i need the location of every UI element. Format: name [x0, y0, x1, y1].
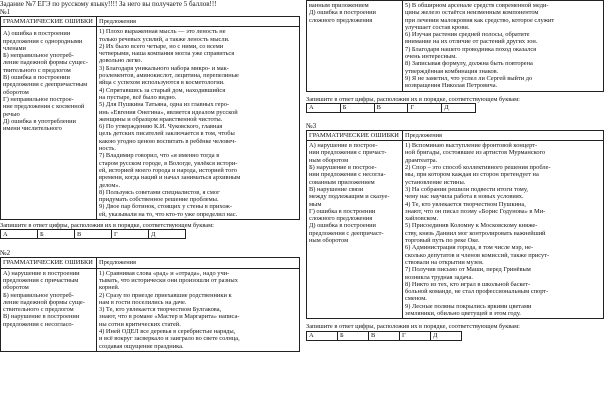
task2-cont-sentence: улучшает состав крови. [405, 23, 470, 31]
task2-cont-sentences-cell [403, 1, 604, 92]
task1-sentence: 6) По утверждению К.И. Чуковского, главная [99, 123, 223, 131]
task1-head-left: ГРАММАТИЧЕСКИЕ ОШИБКИ [1, 17, 97, 27]
task1-error: членами [3, 44, 26, 52]
task3-sentence: мы, при котором каждая из сторон претендует на [405, 171, 539, 179]
task2-sentence: корней. [99, 284, 120, 292]
task2-table [0, 257, 300, 352]
task1-error: А) ошибка в построении [3, 30, 71, 38]
task1-error: ние предложения с косвенной [3, 103, 85, 111]
task3-error: А) нарушение в построе- [309, 142, 378, 150]
task3-sentences-cell [403, 141, 604, 319]
task3-errors-cell [307, 141, 403, 319]
task2-sentence: нам в гости поселились на даче. [99, 298, 187, 306]
task2-cont-errors-cell [307, 1, 403, 92]
task1-error: имени числительного [3, 125, 62, 133]
task1-sentence: четверыми, наша компания могла уже справиться [99, 50, 235, 58]
task1-sentence: придумать собственное решение проблемы. [99, 196, 219, 204]
task3-error: ным оборотом [309, 156, 349, 164]
task1-sentence: ей, указывали на то, что кто-то уже определил нас. [99, 210, 238, 218]
task2-error: ление падежной формы суще- [3, 298, 85, 306]
task1-table [0, 16, 300, 220]
task1-sentence: 5) Для Пушкина Татьяна, одна из главных геро- [99, 101, 230, 109]
task2-sentence: создавая ощущение праздника. [99, 342, 184, 350]
task1-error: ление падежной формы сущес- [3, 59, 88, 67]
task3-error: сложного предложения [309, 215, 373, 223]
task3-answer-prompt: Запишите в ответ цифры, расположив их в порядке, соответствующем буквам: [306, 323, 520, 331]
task2-cont-sentence: цины железо остаётся неизменным компонентом [405, 9, 539, 17]
task1-error: предложения с однородными [3, 37, 83, 45]
task2-head-right: Предложения [97, 258, 300, 268]
answer-cell-d[interactable]: Г [408, 103, 442, 112]
task1-sentence: женщины и образцом нравственной чистоты. [99, 115, 223, 123]
task2-answer-prompt: Запишите в ответ цифры, расположив их в порядке, соответствующем буквам: [306, 95, 520, 103]
task1-sentence: 4) Спрятавшись за старый дом, находившийся [99, 86, 226, 94]
task2-cont-sentence: 9) Я не заметил, что успел ли Сергей выйти до [405, 74, 533, 82]
task1-error: предложения с деепричастным [3, 81, 88, 89]
task3-error: сованным приложением [309, 178, 375, 186]
task3-sentence: торговый путь по реке Оке. [405, 237, 480, 245]
task3-error: Д) ошибка в построении [309, 222, 376, 230]
task3-error: Б) нарушение в построе- [309, 164, 377, 172]
task2-sentence: 2) Сразу по приезде приехавшие родственники к [99, 291, 232, 299]
task3-error: предложения с деепричаст- [309, 229, 384, 237]
task1-sentence: 8) Пользуясь советами специалистов, я смог [99, 188, 220, 196]
answer-cell-e[interactable]: Д [442, 103, 476, 112]
task1-sentence: ей, историей моего города и народа, историей того [99, 166, 237, 174]
page-title: Задание №7 ЕГЭ по русскому языку!!!! За него вы получаете 5 баллов!!! [0, 0, 217, 8]
task2-sentence: и всё вокруг засверкало и заиграло во свете солнца, [99, 335, 240, 343]
task2-sentence: ны сотни критических статей. [99, 320, 181, 328]
answer-cell-a[interactable]: А [307, 331, 338, 340]
task3-sentence: возникла трудная задача. [405, 273, 473, 281]
task1-error: речью [3, 110, 20, 118]
task2-error: В) нарушение в построении [3, 313, 80, 321]
task3-answer-grid [306, 331, 462, 341]
task2-cont-sentence: 5) В обширном арсенале средств современной меди- [405, 2, 549, 9]
task2-error: предложения с причастным [3, 276, 79, 284]
task1-sentence: 3) Благодаря уникального набора микро- и мак- [99, 64, 229, 72]
task3-sentence: 9) Лесные поляны покрылись яркими цветами [405, 302, 532, 310]
task3-error: нии предложения с несогла- [309, 171, 386, 179]
task2-error: предложения с несогласо- [3, 320, 74, 328]
answer-cell-d[interactable]: Г [400, 331, 431, 340]
task3-sentence: больной команде, не стал профессиональным спорт- [405, 288, 549, 296]
task2-cont-sentence: утверждённая комбинация знаков. [405, 67, 499, 75]
task1-error: твительного с предлогом [3, 66, 71, 74]
task1-sentence: яйца с успехом используются в косметологии. [99, 79, 225, 87]
task3-sentence: 6) Администрация города, в том числе мэр, не- [405, 244, 534, 252]
task1-sentence: какою угодно ценою воспитать в ребёнке человеч- [99, 137, 237, 145]
task3-sentence: хайловском. [405, 215, 439, 223]
task2-sentence: знают, что в романе «Мастер и Маргарита» написа- [99, 313, 240, 321]
task3-sentence: ной бригады, состоявшее из артистов Мурманского [405, 149, 546, 157]
task1-sentence: старом русском городе, в Вологде, увлёкся истори- [99, 159, 238, 167]
task3-sentence: ствовали на открытии музея. [405, 258, 484, 266]
task2-cont-sentence: внимание на их отличие от растений других зон. [405, 38, 538, 46]
task1-sentence: 7) Владимир говорил, что «я именно тогда в [99, 152, 220, 160]
task1-sentence: роэлементов, аминокислот, лецитина, перепелиные [99, 72, 239, 80]
task2-cont-error: сложного предложения [309, 16, 373, 24]
task1-answer-prompt: Запишите в ответ цифры, расположив их в порядке, соответствующем буквам: [0, 222, 214, 230]
task3-error: ным оборотом [309, 237, 349, 245]
task1-sentence: цель детских писателей заключается в том, чтобы [99, 130, 235, 138]
answer-cell-e[interactable]: Д [149, 230, 186, 239]
task3-head-right: Предложения [403, 130, 604, 140]
task1-sentence: ность. [99, 145, 116, 153]
task2-sentence: 1) Сравнивая слова «рад» и «отрада», надо учи- [99, 269, 230, 277]
task1-error: Г) неправильное построе- [3, 95, 74, 103]
task1-number: №1 [0, 8, 11, 16]
answer-cell-c[interactable]: В [374, 103, 408, 112]
task2-cont-sentence: 6) Изучая растения средней полосы, обратите [405, 31, 530, 39]
task2-number: №2 [0, 249, 11, 258]
task3-sentence: драмтеатра. [405, 156, 438, 164]
answer-cell-b[interactable]: Б [340, 103, 374, 112]
task2-head-left: ГРАММАТИЧЕСКИЕ ОШИБКИ [1, 258, 97, 268]
task3-table [306, 130, 604, 319]
task2-error: А) нарушение в построении [3, 269, 80, 277]
task1-sentence: на пустыре, всё было видно. [99, 93, 177, 101]
task1-sentences-cell [97, 27, 300, 220]
answer-cell-a[interactable]: А [307, 103, 341, 112]
task1-sentence: 2) Их было всего четыре, но с ними, со всеми [99, 42, 224, 50]
left-column [0, 0, 300, 352]
task2-error: Б) неправильное употреб- [3, 291, 74, 299]
task2-cont-error: ванным приложением [309, 2, 369, 9]
answer-cell-a[interactable]: А [1, 230, 38, 239]
task3-sentence: сменом. [405, 295, 427, 303]
task3-head-left: ГРАММАТИЧЕСКИЕ ОШИБКИ [307, 130, 403, 140]
task2-sentence: 4) Иней ОДЕЛ все деревья в серебристые наряды, [99, 327, 236, 335]
task3-sentence: 2) Спор – это способ коллективного решения пробле- [405, 164, 551, 172]
task3-sentence: сколько депутатов и членов комиссий, также присут- [405, 251, 550, 259]
task1-errors-cell [1, 27, 97, 220]
task1-answer-grid [0, 229, 186, 239]
task1-sentence: только речевых усилий, а также леность мысли. [99, 35, 230, 43]
answer-cell-d[interactable]: Г [112, 230, 149, 239]
task1-sentence: времени, когда наций и начал заниматься архивным [99, 174, 241, 182]
task3-sentence: 8) Никто из тех, кто играл в школьной баскет- [405, 280, 531, 288]
task3-sentence: 4) Те, кто увлекается творчеством Пушкина, [405, 200, 526, 208]
task2-cont-error: Д) ошибка в построении [309, 9, 376, 17]
task2-sentences-cell [97, 268, 300, 351]
task2-sentence: 3) Те, кто увлекается творчеством Булгакова, [99, 306, 222, 314]
task1-sentence: 9) Двое пар ботинок, стоящих у стены в прихож- [99, 203, 232, 211]
task2-cont-sentence: 7) Благодаря нашего проводника поход оказался [405, 45, 537, 53]
task3-error: мым [309, 200, 322, 208]
task3-sentence: ству, князь Даниил мог контролировать важнейший [405, 229, 546, 237]
task1-error: оборотом [3, 88, 29, 96]
task3-sentence: земляники, обильно цветущей в этом году. [405, 309, 521, 317]
task2-cont-sentence: возвращения Николая Петровича. [405, 82, 498, 90]
task3-error: между подлежащим и сказуе- [309, 193, 390, 201]
task3-error: нии предложения с причаст- [309, 149, 387, 157]
task1-error: Д) ошибка в употреблении [3, 117, 76, 125]
task3-number: №3 [306, 121, 317, 130]
task2-sentence: тывать, что исторически они произошли от разных [99, 276, 238, 284]
task1-sentence: 1) Плохо выраженная мысль — это леность не [99, 28, 226, 36]
task2-cont-sentence: 8) Записывая формулу, должна быть повторена [405, 60, 533, 68]
task3-sentence: 5) Присоединив Коломну к Московскому княже- [405, 222, 538, 230]
task1-head-right: Предложения [97, 17, 300, 27]
task3-sentence: чему нас научила работа в новых условиях. [405, 193, 524, 201]
task3-error: В) нарушение связи [309, 185, 364, 193]
task2-cont-sentence: очень интересным. [405, 53, 457, 61]
task1-sentence: делом». [99, 181, 121, 189]
task3-error: Г) ошибка в построении [309, 207, 376, 215]
task1-error: В) ошибка в построении [3, 74, 70, 82]
right-column [306, 0, 604, 341]
task2-answer-grid [306, 103, 476, 113]
answer-cell-b[interactable]: Б [38, 230, 75, 239]
task3-sentence: 7) Получив письмо от Маши, перед Гринёвым [405, 266, 531, 274]
task1-sentence: довольно легко. [99, 57, 143, 65]
task2-continued-table [306, 0, 604, 92]
task3-sentence: 3) На собрании решили подвести итоги тому, [405, 185, 528, 193]
answer-cell-e[interactable]: Д [431, 331, 462, 340]
answer-cell-b[interactable]: Б [338, 331, 369, 340]
task1-sentence: инь «Евгения Онегина», является идеалом русской [99, 108, 238, 116]
answer-cell-c[interactable]: В [75, 230, 112, 239]
task1-error: Б) неправильное употреб- [3, 52, 74, 60]
task3-sentence: знают, что он писал поэму «Борис Годунова» в Ми- [405, 207, 546, 215]
task2-errors-cell [1, 268, 97, 351]
task3-sentence: 1) Вспоминаю выступление фронтовой концерт- [405, 142, 538, 150]
task2-error: ствительного с предлогом [3, 306, 74, 314]
task3-sentence: установление истины. [405, 178, 466, 186]
task2-cont-sentence: при лечении малокровия как средство, которое служит [405, 16, 555, 24]
answer-cell-c[interactable]: В [369, 331, 400, 340]
task2-error: оборотом [3, 284, 29, 292]
